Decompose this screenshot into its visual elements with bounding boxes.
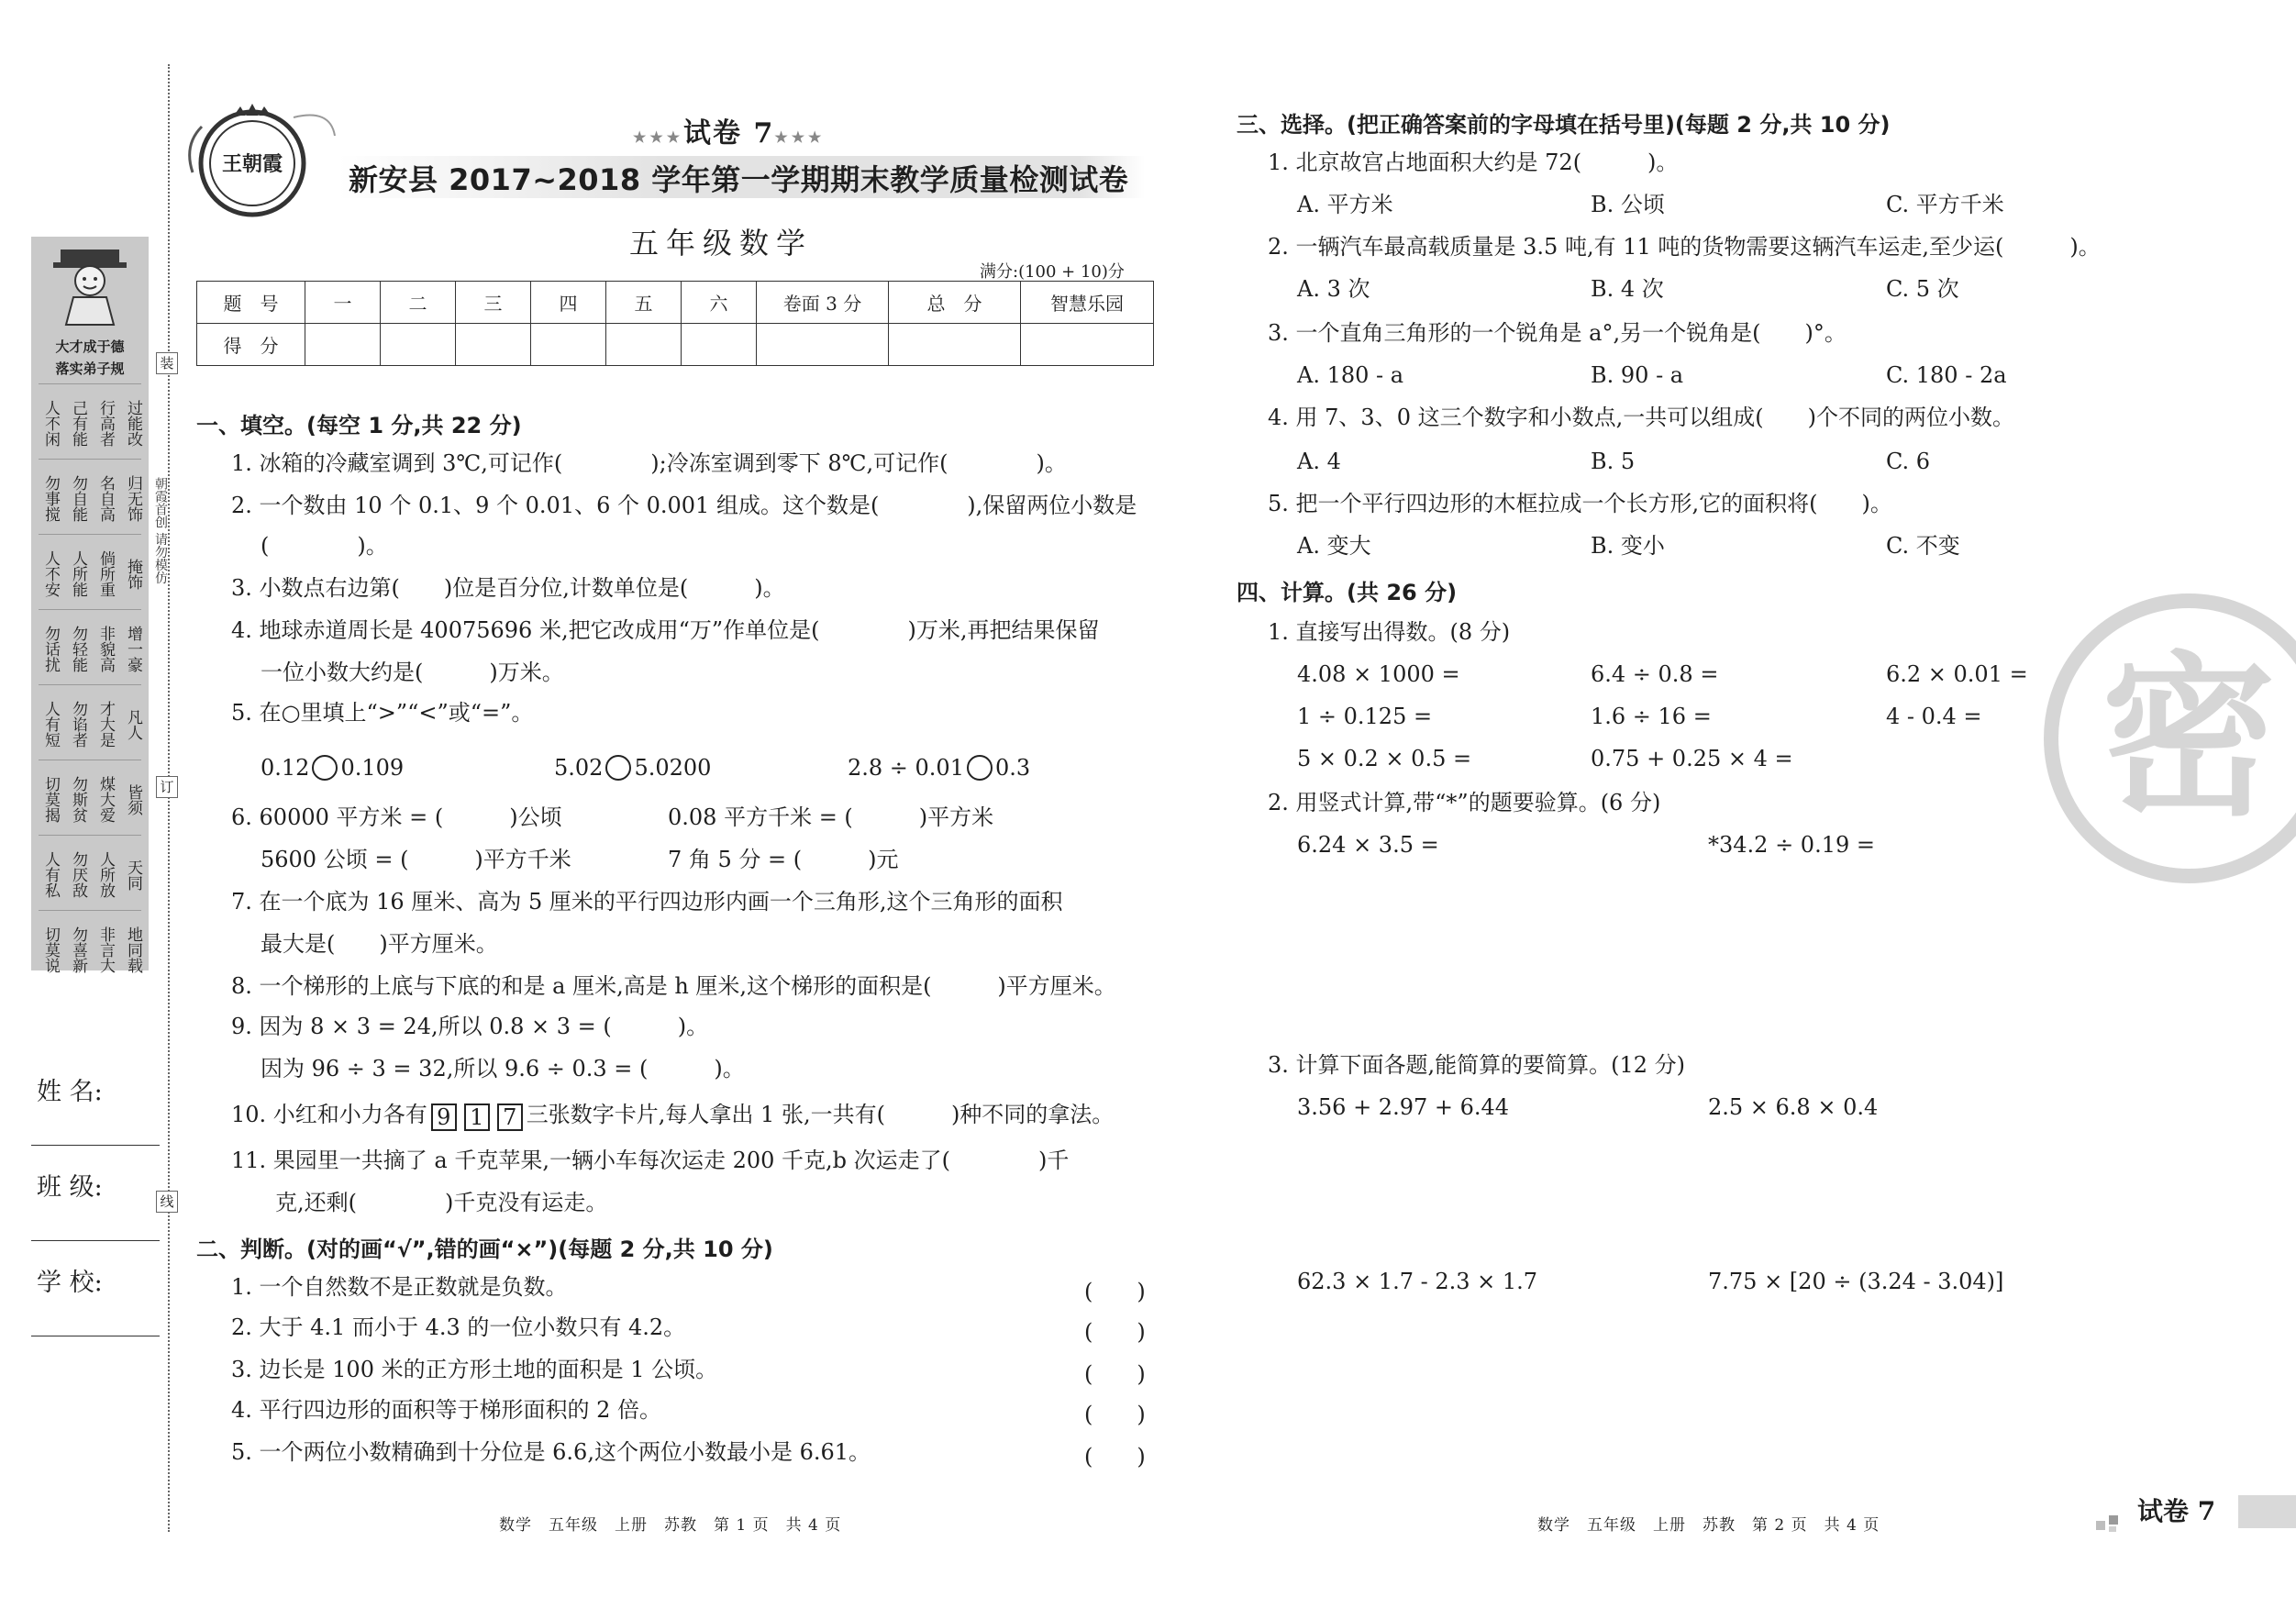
- star-icon: ★★★: [774, 128, 826, 146]
- paper-number: [633, 110, 825, 150]
- fill-question-4-cont: 一位小数大约是( )万米。: [261, 660, 564, 685]
- calc-part-2-title: 2. 用竖式计算,带“*”的题要验算。(6 分): [1268, 790, 1661, 815]
- answer-paren[interactable]: ( ): [1084, 1279, 1146, 1304]
- fill-question-5: 5. 在○里填上“>”“<”或“=”。: [231, 700, 534, 726]
- number-card: 7: [497, 1103, 523, 1131]
- tab-squares-icon: [2096, 1515, 2133, 1532]
- motto-text: 人不安: [41, 550, 60, 597]
- motto-text: 人所能: [69, 550, 87, 597]
- calc-part-3-title: 3. 计算下面各题,能简算的要简算。(12 分): [1268, 1052, 1686, 1078]
- binding-char: 订: [156, 776, 178, 798]
- score-cell[interactable]: [757, 324, 889, 366]
- compare-right: 5.0200: [634, 755, 712, 781]
- vertical-calc-item: *34.2 ÷ 0.19 =: [1708, 832, 1875, 858]
- choice-option-c: C. 不变: [1886, 533, 1960, 559]
- motto-text: 己有能: [69, 400, 87, 447]
- motto-row: [39, 684, 141, 760]
- motto-text: 勿谄者: [69, 701, 87, 748]
- motto-text: 勿话扰: [41, 626, 60, 672]
- score-cell[interactable]: [682, 324, 757, 366]
- score-header-cell: 六: [682, 282, 757, 324]
- section-3-title: 三、选择。(把正确答案前的字母填在括号里)(每题 2 分,共 10 分): [1237, 112, 1891, 138]
- motto-text: 地同载: [124, 926, 142, 973]
- compare-left: 0.12: [261, 755, 310, 781]
- fill-question-1: 1. 冰箱的冷藏室调到 3℃,可记作( );冷冻室调到零下 8℃,可记作( )。: [231, 450, 1067, 476]
- compare-right: 0.3: [994, 755, 1031, 781]
- score-cell[interactable]: [531, 324, 606, 366]
- class-field[interactable]: [31, 1240, 160, 1241]
- motto-text: 天同: [124, 859, 142, 891]
- motto-text: 非貌高: [96, 626, 115, 672]
- score-cell[interactable]: [305, 324, 381, 366]
- calc-item: 1 ÷ 0.125 =: [1297, 704, 1433, 729]
- subject-title: 五年级数学: [629, 226, 814, 261]
- full-mark: 满分:(100 + 10)分: [980, 262, 1125, 282]
- number-card: 1: [464, 1103, 490, 1131]
- motto-text: 勿喜新: [69, 926, 87, 973]
- motto-text: 勿事搅: [41, 475, 60, 522]
- compare-item: [261, 754, 404, 782]
- confidential-seal-icon: [2042, 592, 2296, 885]
- judge-item: 2. 大于 4.1 而小于 4.3 的一位小数只有 4.2。: [231, 1314, 686, 1340]
- score-table: [196, 281, 1154, 366]
- fill-question-2-cont: ( )。: [261, 533, 388, 559]
- calc-item: 1.6 ÷ 16 =: [1591, 704, 1712, 729]
- binding-char: 装: [156, 352, 178, 374]
- motto-heading-line: 落实弟子规: [55, 360, 125, 377]
- compare-left: 5.02: [554, 755, 604, 781]
- motto-row: [39, 459, 141, 534]
- compare-circle[interactable]: [967, 755, 993, 781]
- choice-option-a: A. 3 次: [1297, 276, 1370, 302]
- score-table-header-row: [197, 282, 1154, 324]
- choice-option-b: B. 公顷: [1591, 192, 1665, 217]
- vertical-calc-item: 6.24 × 3.5 =: [1297, 832, 1439, 858]
- publisher-logo: [183, 99, 339, 227]
- motto-row: [39, 760, 141, 835]
- choice-option-a: A. 4: [1297, 449, 1341, 474]
- choice-option-c: C. 5 次: [1886, 276, 1959, 302]
- score-cell[interactable]: [1021, 324, 1154, 366]
- motto-text: 增一豪: [124, 626, 142, 672]
- copyright-note: 朝霞首创 请勿模仿: [153, 477, 168, 584]
- calc-item: 4.08 × 1000 =: [1297, 661, 1460, 687]
- choice-question: 5. 把一个平行四边形的木框拉成一个长方形,它的面积将( )。: [1268, 491, 1892, 516]
- score-header-cell: 智慧乐园: [1021, 282, 1154, 324]
- motto-text: 凡人: [124, 708, 142, 740]
- logo-text: 王朝霞: [221, 152, 283, 176]
- compare-item: [554, 754, 711, 782]
- answer-paren[interactable]: ( ): [1084, 1444, 1146, 1469]
- motto-row: [39, 383, 141, 459]
- fill-question-6b: 0.08 平方千米 = ( )平方米: [668, 804, 994, 830]
- binding-char: 线: [156, 1191, 178, 1213]
- motto-panel: [31, 237, 149, 973]
- motto-text: 切莫揭: [41, 776, 60, 823]
- binding-dotted-line: [168, 64, 170, 1532]
- fill-question-9-cont: 因为 96 ÷ 3 = 32,所以 9.6 ÷ 0.3 = ( )。: [261, 1056, 745, 1081]
- compare-circle[interactable]: [312, 755, 338, 781]
- page-footer-right: 数学 五年级 上册 苏教 第 2 页 共 4 页: [1537, 1516, 1880, 1535]
- paper-number-label: 试卷 7: [683, 117, 775, 150]
- score-cell[interactable]: [456, 324, 531, 366]
- paper-badge: 试卷 7: [2137, 1496, 2216, 1526]
- class-label: 班 级:: [37, 1173, 103, 1202]
- choice-option-a: A. 平方米: [1297, 192, 1393, 217]
- score-header-cell: 总 分: [889, 282, 1021, 324]
- question-text: 10. 小红和小力各有: [231, 1102, 427, 1127]
- motto-row: [39, 609, 141, 684]
- score-header-cell: 一: [305, 282, 381, 324]
- simplify-calc-item: 2.5 × 6.8 × 0.4: [1708, 1094, 1879, 1120]
- answer-paren[interactable]: ( ): [1084, 1319, 1146, 1345]
- judge-item: 1. 一个自然数不是正数就是负数。: [231, 1274, 568, 1300]
- compare-item: [848, 754, 1030, 782]
- calc-item: 0.75 + 0.25 × 4 =: [1591, 746, 1793, 771]
- fill-question-6c: 5600 公顷 = ( )平方千米: [261, 847, 571, 872]
- fill-question-3: 3. 小数点右边第( )位是百分位,计数单位是( )。: [231, 575, 785, 601]
- choice-option-a: A. 变大: [1297, 533, 1371, 559]
- motto-text: 归无饰: [124, 475, 142, 522]
- choice-option-b: B. 4 次: [1591, 276, 1664, 302]
- choice-option-a: A. 180 - a: [1297, 362, 1404, 388]
- question-text: 三张数字卡片,每人拿出 1 张,一共有( )种不同的拿法。: [526, 1102, 1115, 1127]
- choice-question: 1. 北京故宫占地面积大约是 72( )。: [1268, 150, 1679, 175]
- school-label: 学 校:: [37, 1269, 103, 1297]
- fill-question-6: 6. 60000 平方米 = ( )公顷: [231, 804, 562, 830]
- choice-option-b: B. 90 - a: [1591, 362, 1684, 388]
- page-footer-left: 数学 五年级 上册 苏教 第 1 页 共 4 页: [499, 1516, 842, 1535]
- simplify-calc-item: 7.75 × [20 ÷ (3.24 - 3.04)]: [1708, 1269, 2004, 1294]
- score-header-cell: 二: [381, 282, 456, 324]
- score-header-cell: 卷面 3 分: [757, 282, 889, 324]
- motto-text: 过能改: [124, 400, 142, 447]
- calc-item: 6.4 ÷ 0.8 =: [1591, 661, 1719, 687]
- calc-item: 5 × 0.2 × 0.5 =: [1297, 746, 1472, 771]
- motto-text: 皆须: [124, 783, 142, 815]
- motto-text: 倘所重: [96, 550, 115, 597]
- fill-question-4: 4. 地球赤道周长是 40075696 米,把它改成用“万”作单位是( )万米,再把结果保留: [231, 617, 1100, 643]
- fill-question-9: 9. 因为 8 × 3 = 24,所以 0.8 × 3 = ( )。: [231, 1014, 709, 1039]
- motto-text: 人所放: [96, 851, 115, 898]
- motto-text: 切莫说: [41, 926, 60, 973]
- score-row-label: 得 分: [197, 324, 305, 366]
- calc-item: 6.2 × 0.01 =: [1886, 661, 2028, 687]
- compare-circle[interactable]: [605, 755, 631, 781]
- motto-text: 非言大: [96, 926, 115, 973]
- score-header-cell: 四: [531, 282, 606, 324]
- calc-part-1-title: 1. 直接写出得数。(8 分): [1268, 619, 1511, 645]
- star-icon: ★★★: [633, 128, 684, 146]
- answer-paren[interactable]: ( ): [1084, 1361, 1146, 1387]
- motto-text: 名自高: [96, 475, 115, 522]
- fill-question-10: [231, 1101, 1114, 1131]
- calc-item: 4 - 0.4 =: [1886, 704, 1982, 729]
- section-2-title: 二、判断。(对的画“√”,错的画“×”)(每题 2 分,共 10 分): [196, 1237, 773, 1262]
- score-cell[interactable]: [381, 324, 456, 366]
- motto-text: 掩饰: [124, 558, 142, 590]
- fill-question-2: 2. 一个数由 10 个 0.1、9 个 0.01、6 个 0.001 组成。这个数是( ),保留两位小数是: [231, 493, 1137, 518]
- motto-heading-line: 大才成于德: [55, 338, 125, 355]
- score-header-cell: 五: [606, 282, 682, 324]
- choice-question: 2. 一辆汽车最高载质量是 3.5 吨,有 11 吨的货物需要这辆汽车运走,至少运( )。: [1268, 234, 2101, 260]
- choice-question: 3. 一个直角三角形的一个锐角是 a°,另一个锐角是( )°。: [1268, 320, 1847, 346]
- choice-option-c: C. 180 - 2a: [1886, 362, 2007, 388]
- choice-option-b: B. 变小: [1591, 533, 1665, 559]
- motto-heading: [37, 336, 143, 380]
- motto-row: [39, 910, 141, 985]
- fill-question-6d: 7 角 5 分 = ( )元: [668, 847, 899, 872]
- motto-text: 人有短: [41, 701, 60, 748]
- judge-item: 3. 边长是 100 米的正方形土地的面积是 1 公顷。: [231, 1357, 718, 1382]
- choice-option-c: C. 平方千米: [1886, 192, 2004, 217]
- seal-character: 密: [2101, 637, 2277, 839]
- scholar-figure-icon: [40, 244, 139, 327]
- compare-left: 2.8 ÷ 0.01: [848, 755, 964, 781]
- fill-question-7-cont: 最大是( )平方厘米。: [261, 931, 498, 957]
- choice-option-c: C. 6: [1886, 449, 1931, 474]
- score-header-cell: 题 号: [197, 282, 305, 324]
- tab-bar: [2238, 1495, 2296, 1528]
- section-1-title: 一、填空。(每空 1 分,共 22 分): [196, 413, 522, 438]
- fill-question-8: 8. 一个梯形的上底与下底的和是 a 厘米,高是 h 厘米,这个梯形的面积是( )平方厘米。: [231, 973, 1116, 999]
- motto-text: 人不闲: [41, 400, 60, 447]
- motto-text: 人有私: [41, 851, 60, 898]
- name-label: 姓 名:: [37, 1078, 103, 1106]
- choice-option-b: B. 5: [1591, 449, 1636, 474]
- motto-grid: [39, 383, 141, 985]
- score-table-score-row: [197, 324, 1154, 366]
- choice-question: 4. 用 7、3、0 这三个数字和小数点,一共可以组成( )个不同的两位小数。: [1268, 405, 2014, 430]
- motto-text: 勿厌敌: [69, 851, 87, 898]
- answer-paren[interactable]: ( ): [1084, 1402, 1146, 1427]
- judge-item: 4. 平行四边形的面积等于梯形面积的 2 倍。: [231, 1397, 662, 1423]
- motto-row: [39, 534, 141, 609]
- name-field[interactable]: [31, 1145, 160, 1146]
- simplify-calc-item: 62.3 × 1.7 - 2.3 × 1.7: [1297, 1269, 1538, 1294]
- score-header-cell: 三: [456, 282, 531, 324]
- judge-item: 5. 一个两位小数精确到十分位是 6.6,这个两位小数最小是 6.61。: [231, 1439, 871, 1465]
- motto-text: 才大是: [96, 701, 115, 748]
- score-cell[interactable]: [606, 324, 682, 366]
- motto-text: 勿斯贫: [69, 776, 87, 823]
- section-4-title: 四、计算。(共 26 分): [1237, 580, 1458, 605]
- binding-strip: [0, 0, 174, 1597]
- motto-text: 勿轻能: [69, 626, 87, 672]
- simplify-calc-item: 3.56 + 2.97 + 6.44: [1297, 1094, 1510, 1120]
- compare-right: 0.109: [340, 755, 405, 781]
- fill-question-11-cont: 克,还剩( )千克没有运走。: [275, 1190, 608, 1215]
- fill-question-11: 11. 果园里一共摘了 a 千克苹果,一辆小车每次运走 200 千克,b 次运走了( )千: [231, 1148, 1070, 1173]
- motto-text: 煤大爱: [96, 776, 115, 823]
- motto-text: 勿自能: [69, 475, 87, 522]
- score-cell[interactable]: [889, 324, 1021, 366]
- page-title: 新安县 2017~2018 学年第一学期期末教学质量检测试卷: [349, 162, 1129, 197]
- number-card: 9: [431, 1103, 457, 1131]
- motto-text: 行高者: [96, 400, 115, 447]
- motto-row: [39, 835, 141, 910]
- fill-question-7: 7. 在一个底为 16 厘米、高为 5 厘米的平行四边形内画一个三角形,这个三角形的面积: [231, 889, 1063, 915]
